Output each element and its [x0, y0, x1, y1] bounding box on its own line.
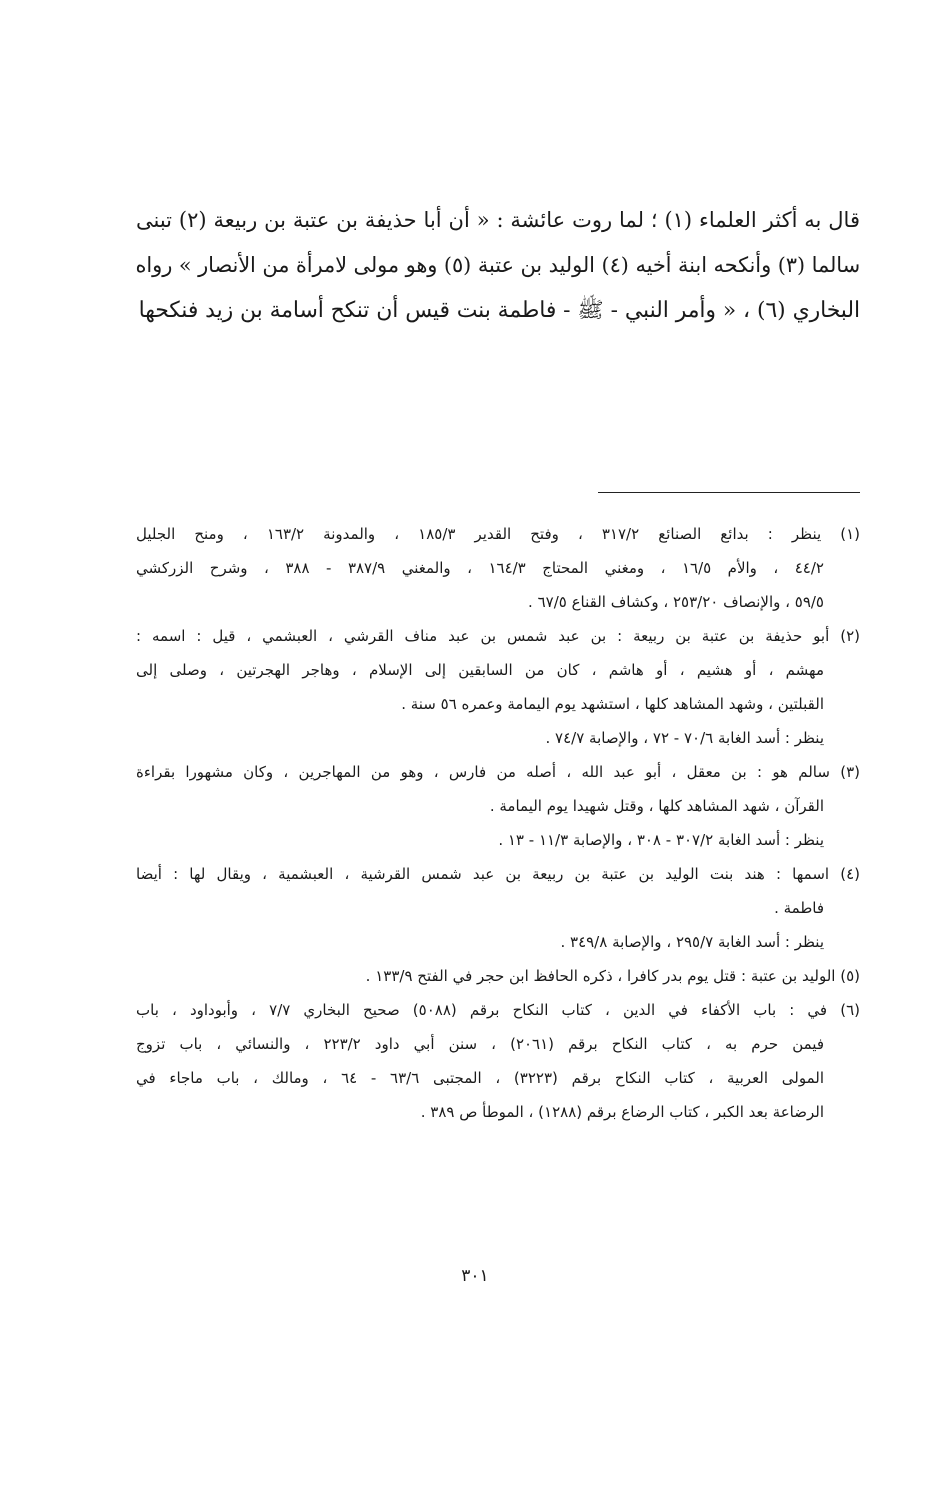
footnote-line: القرآن ، شهد المشاهد كلها ، وقتل شهيدا يوم اليمامة . — [489, 797, 824, 815]
footnote-line: ٤٤/٢ ، والأم ١٦/٥ ، ومغني المحتاج ١٦٤/٣ ، والمغني ٣٨٧/٩ - ٣٨٨ ، وشرح الزركشي — [136, 559, 824, 577]
footnote-line: (١) ينظر : بدائع الصنائع ٣١٧/٢ ، وفتح القدير ١٨٥/٣ ، والمدونة ١٦٣/٢ ، ومنح الجليل — [136, 525, 861, 543]
footnote-separator — [598, 492, 860, 493]
footnote-line: (٤) اسمها : هند بنت الوليد بن عتبة بن ربيعة بن عبد شمس القرشية ، العبشمية ، ويقال لها : أيضا — [136, 865, 860, 883]
main-text-line: سالما (٣) وأنكحه ابنة أخيه (٤) الوليد بن عتبة (٥) وهو مولى لامرأة من الأنصار » رواه — [135, 253, 860, 277]
footnote-line: فاطمة . — [774, 899, 824, 917]
footnote-source: ينظر : أسد الغابة ٣٠٧/٢ - ٣٠٨ ، والإصابة ١١/٣ - ١٣ . — [498, 831, 824, 849]
footnote-5 — [136, 959, 860, 993]
footnote-line: (٢) أبو حذيفة بن عتبة بن ربيعة : بن عبد شمس بن عبد مناف القرشي ، العبشمي ، قيل : اسمه : — [136, 627, 860, 645]
footnote-line: ٥٩/٥ ، والإنصاف ٢٥٣/٢٠ ، وكشاف القناع ٦٧/٥ . — [528, 593, 824, 611]
footnote-line: المولى العربية ، كتاب النكاح برقم (٣٢٢٣) ، المجتبى ٦٣/٦ - ٦٤ ، ومالك ، باب ماجاء في — [136, 1069, 824, 1087]
main-text-line: قال به أكثر العلماء (١) ؛ لما روت عائشة : « أن أبا حذيفة بن عتبة بن ربيعة (٢) تبنى — [136, 208, 860, 232]
footnotes-section — [136, 517, 860, 1129]
footnote-line: فيمن حرم به ، كتاب النكاح برقم (٢٠٦١) ، سنن أبي داود ٢٢٣/٢ ، والنسائي ، باب تزوج — [136, 1035, 824, 1053]
footnote-4 — [136, 857, 860, 959]
footnote-line: الرضاعة بعد الكبر ، كتاب الرضاع برقم (١٢٨٨) ، الموطأ ص ٣٨٩ . — [420, 1103, 824, 1121]
main-text-body — [136, 198, 860, 333]
footnote-2 — [136, 619, 860, 755]
main-text-line: البخاري (٦) ، « وأمر النبي - ﷺ - فاطمة بنت قيس أن تنكح أسامة بن زيد فنكحها — [138, 298, 860, 323]
footnote-6 — [136, 993, 860, 1129]
footnote-line: (٦) في : باب الأكفاء في الدين ، كتاب النكاح برقم (٥٠٨٨) صحيح البخاري ٧/٧ ، وأبوداود ، باب — [136, 1001, 860, 1019]
footnote-3 — [136, 755, 860, 857]
footnote-line: القبلتين ، وشهد المشاهد كلها ، استشهد يوم اليمامة وعمره ٥٦ سنة . — [401, 695, 824, 713]
footnote-line: (٣) سالم هو : بن معقل ، أبو عبد الله ، أصله من فارس ، وهو من المهاجرين ، وكان مشهورا بقراءة — [136, 763, 860, 781]
footnote-line: مهشم ، أو هشيم ، أو هاشم ، كان من السابقين إلى الإسلام ، وهاجر الهجرتين ، وصلى إلى — [136, 661, 824, 679]
footnote-1 — [136, 517, 860, 619]
page-number: ٣٠١ — [461, 1266, 489, 1286]
footnote-source: ينظر : أسد الغابة ٢٩٥/٧ ، والإصابة ٣٤٩/٨ . — [560, 933, 824, 951]
footnote-source: ينظر : أسد الغابة ٧٠/٦ - ٧٢ ، والإصابة ٧٤/٧ . — [545, 729, 824, 747]
footnote-line: (٥) الوليد بن عتبة : قتل يوم بدر كافرا ، ذكره الحافظ ابن حجر في الفتح ١٣٣/٩ . — [365, 967, 860, 985]
